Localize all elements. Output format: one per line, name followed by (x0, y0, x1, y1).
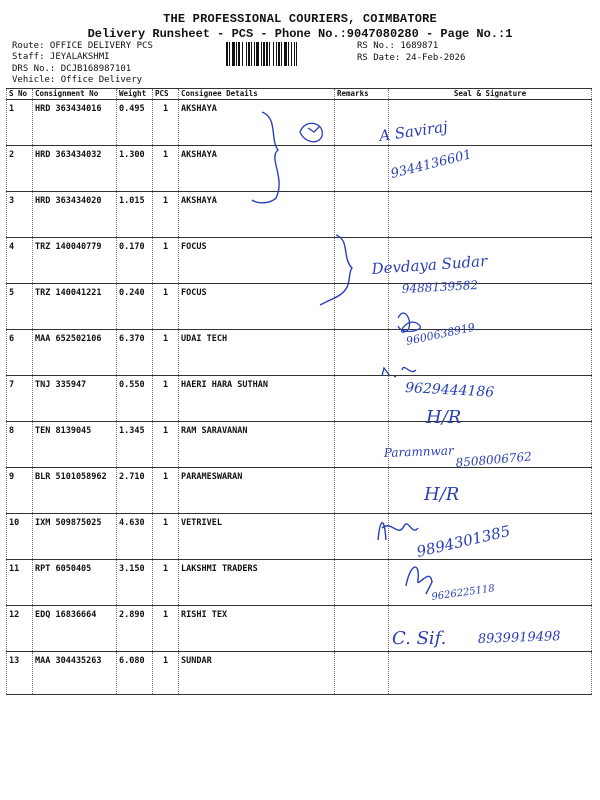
cell-weight: 0.170 (117, 238, 153, 284)
cell-seal-signature (389, 468, 592, 514)
cell-consignee: LAKSHMI TRADERS (179, 560, 335, 606)
signature-9-phone: 9626225118 (430, 583, 496, 603)
signature-3-phone: 9600638919. (404, 319, 480, 348)
cell-weight: 6.080 (117, 652, 153, 695)
table-row (7, 146, 592, 192)
cell-consignee: VETRIVEL (179, 514, 335, 560)
table-row (7, 560, 592, 606)
cell-weight: 4.630 (117, 514, 153, 560)
table-row (7, 284, 592, 330)
cell-consignee: FOCUS (179, 238, 335, 284)
table-row (7, 652, 592, 695)
cell-weight: 0.240 (117, 284, 153, 330)
staff-label: Staff: JEYALAKSHMI (12, 52, 110, 62)
cell-remarks (335, 192, 389, 238)
cell-consignee: AKSHAYA (179, 146, 335, 192)
header-consignee: Consignee Details (179, 89, 335, 100)
cell-sno: 13 (7, 652, 33, 695)
cell-consignee: HAERI HARA SUTHAN (179, 376, 335, 422)
cell-pcs: 1 (153, 468, 179, 514)
cell-sno: 4 (7, 238, 33, 284)
cell-weight: 1.345 (117, 422, 153, 468)
cell-remarks (335, 238, 389, 284)
signature-2-phone: 9488139582 (401, 278, 479, 296)
header-weight: Weight (117, 89, 153, 100)
cell-weight: 1.015 (117, 192, 153, 238)
cell-sno: 7 (7, 376, 33, 422)
cell-remarks (335, 284, 389, 330)
cell-pcs: 1 (153, 422, 179, 468)
cell-pcs: 1 (153, 284, 179, 330)
header-remarks: Remarks (335, 89, 389, 100)
cell-consignment-no: IXM 509875025 (33, 514, 117, 560)
cell-sno: 5 (7, 284, 33, 330)
cell-consignment-no: MAA 652502106 (33, 330, 117, 376)
cell-remarks (335, 468, 389, 514)
cell-consignee: RISHI TEX (179, 606, 335, 652)
cell-seal-signature (389, 192, 592, 238)
rs-number: RS No.: 1689871 (357, 41, 439, 51)
cell-pcs: 1 (153, 146, 179, 192)
cell-weight: 2.710 (117, 468, 153, 514)
cell-weight: 2.890 (117, 606, 153, 652)
signature-1-phone: 9344136601 (389, 147, 474, 182)
cell-remarks (335, 422, 389, 468)
cell-weight: 0.495 (117, 100, 153, 146)
cell-weight: 3.150 (117, 560, 153, 606)
signature-6-phone: 8508006762 (455, 449, 533, 470)
cell-remarks (335, 146, 389, 192)
table-row (7, 330, 592, 376)
company-title: THE PROFESSIONAL COURIERS, COIMBATORE (163, 12, 437, 26)
cell-sno: 2 (7, 146, 33, 192)
cell-seal-signature (389, 606, 592, 652)
cell-consignee: AKSHAYA (179, 192, 335, 238)
cell-seal-signature (389, 652, 592, 695)
cell-seal-signature (389, 376, 592, 422)
cell-consignment-no: HRD 363434016 (33, 100, 117, 146)
vehicle-label: Vehicle: Office Delivery (12, 75, 143, 85)
barcode-image (226, 42, 352, 66)
cell-pcs: 1 (153, 606, 179, 652)
signature-10-name: C. Sif. (392, 628, 447, 649)
cell-pcs: 1 (153, 514, 179, 560)
table-row (7, 100, 592, 146)
cell-sno: 11 (7, 560, 33, 606)
cell-consignee: AKSHAYA (179, 100, 335, 146)
cell-consignment-no: BLR 5101058962 (33, 468, 117, 514)
cell-remarks (335, 330, 389, 376)
cell-consignment-no: TRZ 140041221 (33, 284, 117, 330)
cell-weight: 0.550 (117, 376, 153, 422)
cell-sno: 10 (7, 514, 33, 560)
cell-remarks (335, 376, 389, 422)
cell-consignment-no: MAA 304435263 (33, 652, 117, 695)
signature-2-name: Devdaya Sudar (371, 251, 488, 278)
cell-seal-signature (389, 422, 592, 468)
cell-sno: 6 (7, 330, 33, 376)
cell-pcs: 1 (153, 652, 179, 695)
signature-5-initials: H/R (426, 407, 462, 428)
cell-seal-signature (389, 238, 592, 284)
cell-consignee: UDAI TECH (179, 330, 335, 376)
cell-consignment-no: TEN 8139045 (33, 422, 117, 468)
table-row (7, 192, 592, 238)
signature-7-initials: H/R (424, 484, 460, 505)
cell-remarks (335, 100, 389, 146)
cell-seal-signature (389, 514, 592, 560)
signature-6-name: Paramnwar (383, 443, 454, 460)
table-header-row (7, 89, 592, 100)
cell-seal-signature (389, 284, 592, 330)
table-row (7, 468, 592, 514)
cell-weight: 1.300 (117, 146, 153, 192)
signature-8-phone: 9894301385 (414, 521, 512, 561)
cell-consignee: FOCUS (179, 284, 335, 330)
signature-1-name: A Saviraj (378, 117, 449, 145)
cell-pcs: 1 (153, 100, 179, 146)
cell-consignment-no: EDQ 16836664 (33, 606, 117, 652)
cell-sno: 8 (7, 422, 33, 468)
header-sno: S No (7, 89, 33, 100)
header-consignment: Consignment No (33, 89, 117, 100)
cell-sno: 1 (7, 100, 33, 146)
cell-seal-signature (389, 560, 592, 606)
cell-consignment-no: TNJ 335947 (33, 376, 117, 422)
route-label: Route: OFFICE DELIVERY PCS (12, 41, 153, 51)
cell-pcs: 1 (153, 376, 179, 422)
header-pcs: PCS (153, 89, 179, 100)
cell-consignee: PARAMESWARAN (179, 468, 335, 514)
table-row (7, 422, 592, 468)
cell-weight: 6.370 (117, 330, 153, 376)
runsheet-subtitle: Delivery Runsheet - PCS - Phone No.:9047080280 - Page No.:1 (87, 27, 513, 41)
cell-seal-signature (389, 146, 592, 192)
table-row (7, 514, 592, 560)
cell-remarks (335, 606, 389, 652)
table-row (7, 376, 592, 422)
cell-sno: 12 (7, 606, 33, 652)
cell-pcs: 1 (153, 238, 179, 284)
cell-pcs: 1 (153, 560, 179, 606)
table-row (7, 238, 592, 284)
cell-seal-signature (389, 100, 592, 146)
cell-sno: 9 (7, 468, 33, 514)
cell-consignment-no: HRD 363434020 (33, 192, 117, 238)
signature-4-phone: 9629444186 (404, 380, 495, 401)
drs-number: DRS No.: DCJB168987101 (12, 64, 132, 74)
cell-sno: 3 (7, 192, 33, 238)
cell-seal-signature (389, 330, 592, 376)
signature-10-phone: 8939919498 (477, 629, 561, 647)
cell-consignment-no: RPT 6050405 (33, 560, 117, 606)
table-row (7, 606, 592, 652)
cell-remarks (335, 652, 389, 695)
cell-consignment-no: HRD 363434032 (33, 146, 117, 192)
cell-consignee: RAM SARAVANAN (179, 422, 335, 468)
cell-consignee: SUNDAR (179, 652, 335, 695)
cell-remarks (335, 514, 389, 560)
header-signature: Seal & Signature (389, 89, 592, 100)
delivery-table (6, 88, 592, 695)
cell-consignment-no: TRZ 140040779 (33, 238, 117, 284)
cell-remarks (335, 560, 389, 606)
rs-date: RS Date: 24-Feb-2026 (357, 53, 466, 63)
cell-pcs: 1 (153, 192, 179, 238)
cell-pcs: 1 (153, 330, 179, 376)
